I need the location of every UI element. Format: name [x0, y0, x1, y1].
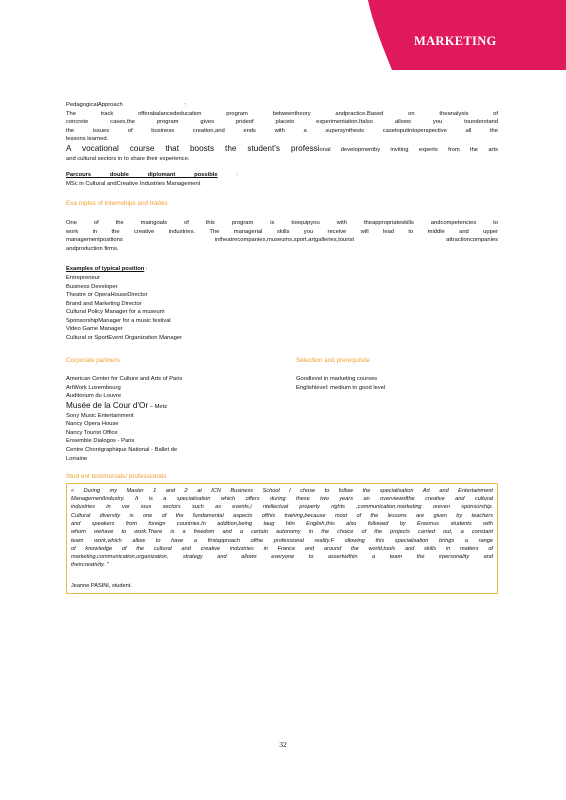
- colon: :: [184, 102, 186, 108]
- positions-section: [66, 265, 498, 342]
- partners-section: [66, 357, 296, 464]
- selection-item: Englishlevel: medium to good level: [296, 384, 386, 391]
- position-item: Theatre or OperaHouseDirector: [66, 292, 148, 299]
- internships-section: [66, 200, 498, 253]
- positions-list: [66, 274, 498, 343]
- positions-title: Examples of typical position: [66, 266, 145, 273]
- page-number: 32: [279, 740, 287, 749]
- partners-selection-row: [66, 357, 498, 464]
- partner-item: Ensemble Dialogos - Paris: [66, 438, 135, 445]
- internships-line: One of the maingoals of this program is toequipyou with theappropriateskills andcompetencies to: [66, 219, 498, 226]
- selection-item: Goodlevel in marketing courses: [296, 376, 378, 383]
- testimonial-line: industries in var ious sectors such as events,i ntellectual property rights ,communication,marketing oreven sponsorship.: [71, 504, 493, 511]
- partner-item: American Center for Culture and Arts of Paris: [66, 376, 183, 383]
- parcours-title: Parcours double diplomant possible: [66, 172, 218, 179]
- position-item: Video Game Manager: [66, 326, 123, 333]
- vocational-line: [66, 144, 498, 155]
- testimonial-line: ManagementIndustry. It is a specialisation which offers during these two years an overviewofthe creative and cultural: [71, 496, 493, 503]
- testimonial-signature: Jeanne PASINI, student.: [71, 582, 132, 589]
- testimonials-title: Stud ent testimonials/ professionals: [66, 473, 167, 481]
- partner-item: ArtWork Luxembourg: [66, 384, 121, 391]
- vocational-line-2: and cultural sectors in to share their experience.: [66, 155, 190, 162]
- pedagogical-line: The track offerabalancededucation program betweentheory andpractice.Based on theanalysis of: [66, 110, 498, 117]
- colon: :: [145, 266, 148, 273]
- position-item: Entrepreneur: [66, 274, 100, 281]
- partner-item: Sony Music Entertainment: [66, 412, 134, 419]
- testimonial-line: Cultural diversity is one of the fundamental aspects ofthis training,because most of the lessons are given by teachers: [71, 512, 493, 519]
- partner-item: [66, 401, 296, 412]
- pedagogical-line: concrete cases,the program gives pridеof placeto experimentation.Italso allows you tounderstand: [66, 119, 498, 126]
- testimonials-section: [66, 473, 498, 594]
- selection-title: Selection and prerequisite: [296, 356, 370, 364]
- pedagogical-section: [66, 101, 498, 163]
- selection-section: [296, 357, 496, 464]
- testimonial-line: team work,which allow to have a firstapproach ofthe professional reality.F ollowing this specialisation brings a range: [71, 537, 493, 544]
- partner-musee-city: – Metz: [148, 404, 168, 411]
- partner-item: Nancy Tourist Office: [66, 429, 118, 436]
- testimonial-line: and speakers from foreign countries.In addition,being taug htin English,this also followed by Erasmus students with: [71, 520, 493, 527]
- section-title-marketing: MARKETING: [414, 34, 497, 48]
- vocational-highlight: A vocational course that boosts the student's professi: [66, 143, 320, 153]
- partner-musee: Musée de la Cour d'Or: [66, 401, 149, 411]
- page-content: [66, 101, 498, 594]
- testimonial-line: marketing,communication,organization, strategy and allows everyone to assertwithin a team the irpersonality and: [71, 554, 493, 561]
- partner-item: Centre Chorégraphique National - Ballet de: [66, 447, 178, 453]
- position-item: Brand and Marketing Director: [66, 300, 142, 307]
- internships-line: work in the creative industries. The managerial skills you receive will lead to middle and upper: [66, 228, 498, 235]
- internships-title: Exa mples of internships and trades: [66, 200, 168, 208]
- position-item: Cultural Policy Manager for a museum: [66, 309, 165, 316]
- position-item: Business Developer: [66, 283, 118, 290]
- partner-item: Lorraine: [66, 455, 88, 462]
- pedagogical-line: lessons learned.: [66, 136, 109, 143]
- position-item: Cultural or SportEvent Organization Manager: [66, 335, 182, 342]
- partner-item: Auditorium du Louvre: [66, 393, 122, 400]
- internships-line: andproduction firms.: [66, 245, 119, 252]
- colon: :: [236, 172, 238, 179]
- position-item: SponsorshipManager for a music festival: [66, 317, 171, 324]
- parcours-section: [66, 171, 498, 188]
- testimonial-line: « During my Master 1 and 2 at ICN Business School I chose to follow the specialisation Art and Entertainment: [71, 487, 493, 494]
- parcours-line: MSc in Cultural andCreative Industries Management: [66, 180, 201, 187]
- testimonial-line: of knowledge of the cultural and creative industries in France and around the world,tools and skills in matters of: [71, 545, 493, 552]
- testimonial-line: theircreativity. ": [71, 562, 109, 569]
- partners-title: Corporate partners: [66, 356, 120, 364]
- pedagogical-title: PedagogicalApproach: [66, 102, 123, 108]
- positions-heading: [66, 265, 498, 274]
- testimonial-line: whom wehave to work.There is a freedom and a certain autonomy in the choice of the projects carried out, a constant: [71, 529, 493, 536]
- testimonial-box: [66, 483, 498, 594]
- pedagogical-heading: [66, 101, 186, 110]
- partner-item: Nancy Opera House: [66, 421, 119, 428]
- pedagogical-line: the issues of business creation,and ends with a supersynthesis casetoputintoperspective all the: [66, 127, 498, 134]
- vocational-rest: onal developmentby inviting experts from the arts: [319, 146, 498, 153]
- parcours-heading: [66, 171, 238, 180]
- internships-line: managementpositions intheatrecompanies,museums,sport,artgalleries,tourist attractioncompanies: [66, 237, 498, 244]
